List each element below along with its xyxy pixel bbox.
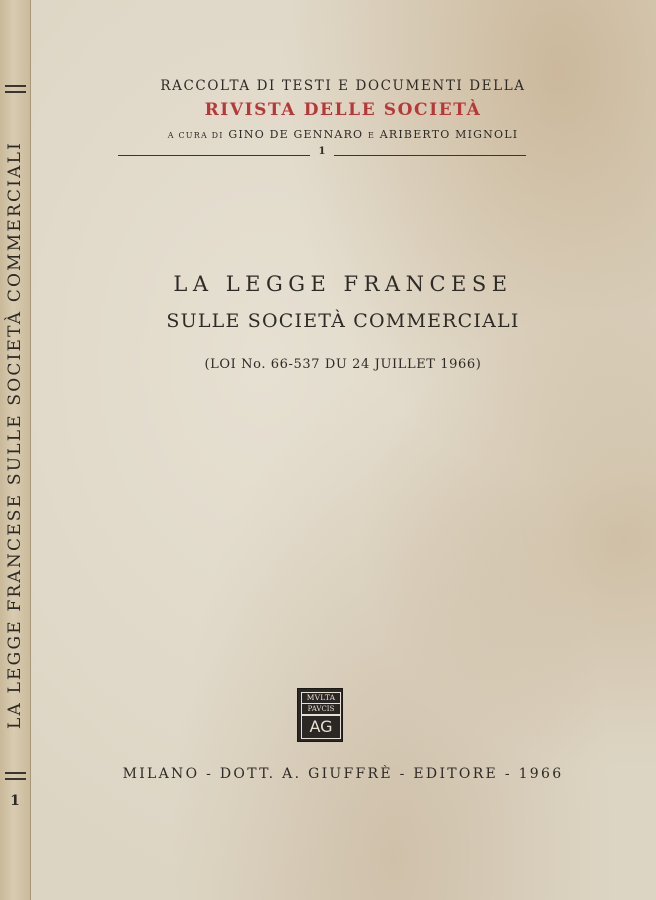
editors-joiner: E <box>367 131 376 140</box>
series-rule-left <box>118 155 310 156</box>
series-heading: RACCOLTA DI TESTI E DOCUMENTI DELLA <box>160 78 526 94</box>
spine-title: LA LEGGE FRANCESE SULLE SOCIETÀ COMMERCIALI <box>5 140 25 729</box>
publisher-logo <box>297 688 343 742</box>
logo-monogram: AG <box>301 715 341 739</box>
editors-prefix: A CURA DI <box>167 131 224 140</box>
spine-rule <box>5 772 26 774</box>
series-volume-number: 1 <box>318 146 326 157</box>
spine-rule <box>5 91 26 93</box>
publisher-imprint: MILANO - DOTT. A. GIUFFRÈ - EDITORE - 1966 <box>122 766 564 782</box>
editor-name: GINO DE GENNARO <box>228 128 364 141</box>
series-name: RIVISTA DELLE SOCIETÀ <box>204 100 482 120</box>
book-title-line-2: SULLE SOCIETÀ COMMERCIALI <box>166 310 520 332</box>
book-spine <box>0 0 31 900</box>
series-editors <box>30 128 656 141</box>
logo-motto-line-2: PAVCIS <box>301 703 341 715</box>
editor-name: ARIBERTO MIGNOLI <box>379 128 519 141</box>
book-title-line-1: LA LEGGE FRANCESE <box>173 272 513 296</box>
logo-motto-line-1: MVLTA <box>301 692 341 704</box>
spine-volume-number: 1 <box>10 793 20 809</box>
spine-rule <box>5 778 26 780</box>
spine-rule <box>5 85 26 87</box>
book-subtitle: (LOI No. 66-537 DU 24 JUILLET 1966) <box>204 357 482 372</box>
series-rule-right <box>334 155 526 156</box>
